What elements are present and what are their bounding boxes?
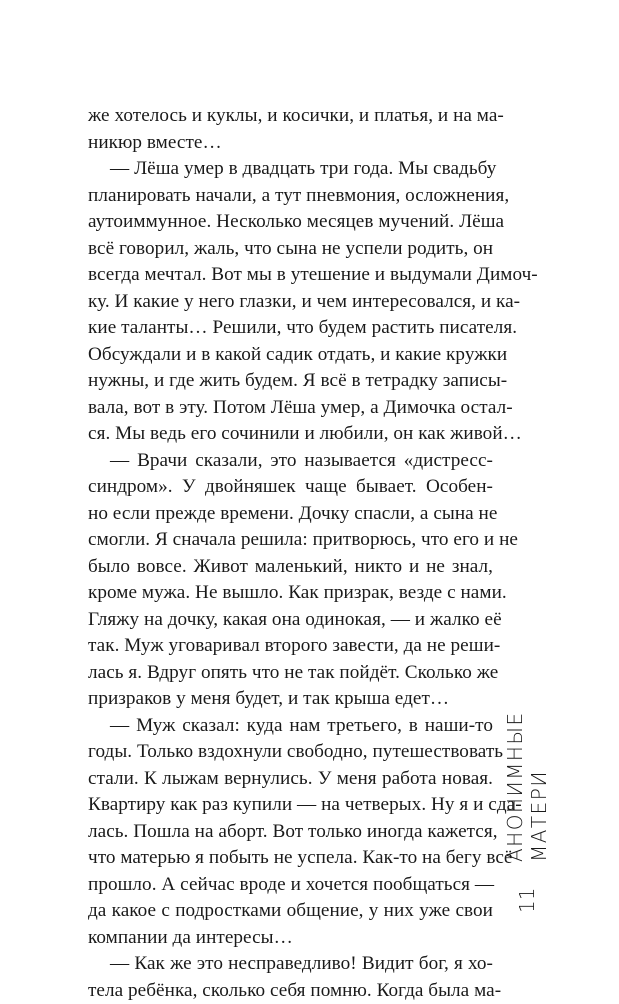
text-line: ку. И какие у него глазки, и чем интересовался, и ка-	[88, 289, 493, 316]
text-line: что матерью я побыть не успела. Как-то на бегу всё	[88, 845, 493, 872]
text-line: лась я. Вдруг опять что не так пойдёт. Сколько же	[88, 660, 493, 687]
text-line: — Муж сказал: куда нам третьего, в наши-то	[88, 713, 493, 740]
text-line: всегда мечтал. Вот мы в утешение и выдумали Димоч-	[88, 262, 493, 289]
text-line: так. Муж уговаривал второго завести, да не реши-	[88, 633, 493, 660]
text-line: же хотелось и куклы, и косички, и платья, и на ма-	[88, 103, 493, 130]
running-title: АНОНИМНЫЕ МАТЕРИ	[507, 652, 547, 862]
text-line: — Лёша умер в двадцать три года. Мы свадьбу	[88, 156, 493, 183]
text-line: аутоиммунное. Несколько месяцев мучений. Лёша	[88, 209, 493, 236]
text-line: кроме мужа. Не вышло. Как призрак, везде с нами.	[88, 580, 493, 607]
text-line: — Как же это несправедливо! Видит бог, я хо-	[88, 951, 493, 978]
text-line: но если прежде времени. Дочку спасли, а сына не	[88, 501, 493, 528]
text-line: компании да интересы…	[88, 925, 493, 952]
text-line: тела ребёнка, сколько себя помню. Когда была ма-	[88, 978, 493, 1004]
text-line: стали. К лыжам вернулись. У меня работа новая.	[88, 766, 493, 793]
text-line: никюр вместе…	[88, 130, 493, 157]
text-line: Обсуждали и в какой садик отдать, и какие кружки	[88, 342, 493, 369]
text-line: было вовсе. Живот маленький, никто и не знал,	[88, 554, 493, 581]
body-text	[88, 103, 493, 1004]
text-line: ся. Мы ведь его сочинили и любили, он как живой…	[88, 421, 493, 448]
text-line: кие таланты… Решили, что будем растить писателя.	[88, 315, 493, 342]
text-line: нужны, и где жить будем. Я всё в тетрадку записы-	[88, 368, 493, 395]
text-line: синдром». У двойняшек чаще бывает. Особен-	[88, 474, 493, 501]
text-line: всё говорил, жаль, что сына не успели родить, он	[88, 236, 493, 263]
text-line: — Врачи сказали, это называется «дистресс-	[88, 448, 493, 475]
text-line: лась. Пошла на аборт. Вот только иногда кажется,	[88, 819, 493, 846]
text-line: Квартиру как раз купили — на четверых. Ну я и сда-	[88, 792, 493, 819]
text-line: да какое с подростками общение, у них уже свои	[88, 898, 493, 925]
text-line: Гляжу на дочку, какая она одинокая, — и жалко её	[88, 607, 493, 634]
text-line: годы. Только вздохнули свободно, путешествовать	[88, 739, 493, 766]
text-line: призраков у меня будет, и так крыша едет…	[88, 686, 493, 713]
text-line: вала, вот в эту. Потом Лёша умер, а Димочка остал-	[88, 395, 493, 422]
text-line: прошло. А сейчас вроде и хочется пообщаться —	[88, 872, 493, 899]
page-number: 11	[507, 882, 547, 918]
text-line: смогли. Я сначала решила: притворюсь, что его и не	[88, 527, 493, 554]
text-line: планировать начали, а тут пневмония, осложнения,	[88, 183, 493, 210]
